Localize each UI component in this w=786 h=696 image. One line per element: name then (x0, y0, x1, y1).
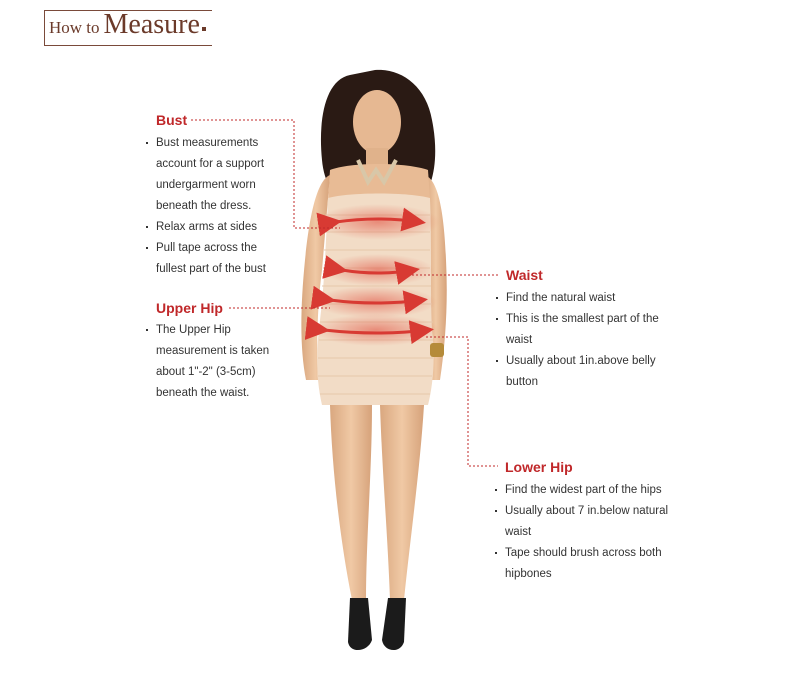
title-main: Measure (103, 9, 200, 40)
lower-hip-title: Lower Hip (505, 459, 573, 475)
title-prefix: How to (49, 18, 100, 37)
left-leg (330, 405, 372, 600)
right-shoe (382, 598, 406, 650)
waist-notes (496, 288, 676, 393)
bust-title: Bust (156, 112, 188, 128)
right-leg (380, 405, 424, 600)
bust-note-2: Relax arms at sides (146, 217, 286, 238)
upper-hip-notes (146, 320, 276, 404)
waist-note-3: Usually about 1in.above belly button (496, 351, 676, 393)
bracelet (430, 343, 444, 357)
bust-note-1: Bust measurements account for a support undergarment worn beneath the dress. (146, 133, 286, 217)
bust-note-3: Pull tape across the fullest part of the bust (146, 238, 286, 280)
left-shoe (348, 598, 372, 650)
bust-notes (146, 133, 286, 280)
lower-hip-note-2: Usually about 7 in.below natural waist (495, 501, 685, 543)
waist-title: Waist (506, 267, 543, 283)
waist-note-1: Find the natural waist (496, 288, 676, 309)
waist-note-2: This is the smallest part of the waist (496, 309, 676, 351)
lower-hip-note-1: Find the widest part of the hips (495, 480, 685, 501)
lower-hip-notes (495, 480, 685, 585)
lower-hip-note-3: Tape should brush across both hipbones (495, 543, 685, 585)
upper-hip-title: Upper Hip (156, 300, 223, 316)
face (353, 90, 401, 154)
upper-hip-note-1: The Upper Hip measurement is taken about 1"-2" (3-5cm) beneath the waist. (146, 320, 276, 404)
